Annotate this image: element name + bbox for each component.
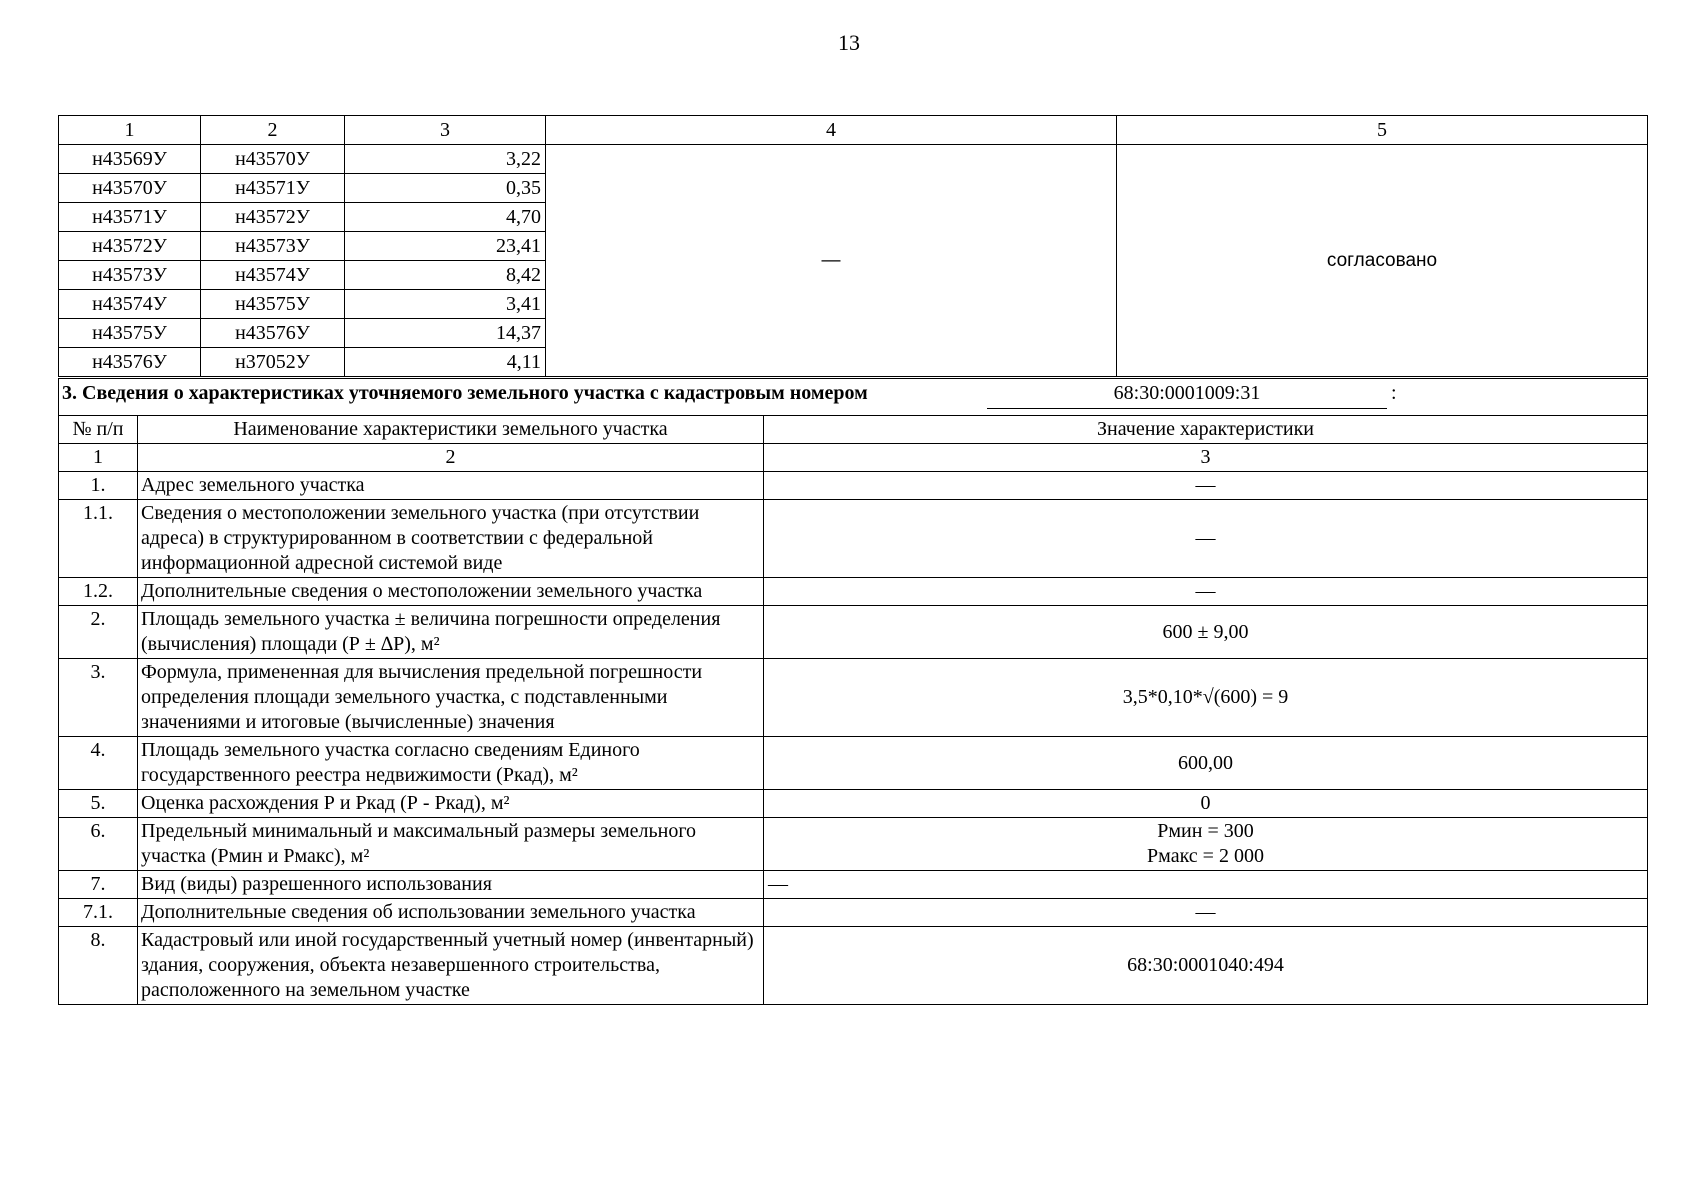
table-row [59, 578, 1648, 606]
characteristic-name: Предельный минимальный и максимальный размеры земельного участка (Рмин и Рмакс), м² [138, 818, 764, 871]
row-number: 7.1. [59, 899, 138, 927]
point-from: н43576У [59, 348, 201, 377]
characteristic-name: Площадь земельного участка согласно сведениям Единого государственного реестра недвижимости (Ркад), м² [138, 737, 764, 790]
characteristic-value: 600,00 [764, 737, 1648, 790]
point-from: н43575У [59, 319, 201, 348]
point-to: н43575У [201, 290, 345, 319]
characteristic-value: 600 ± 9,00 [764, 606, 1648, 659]
characteristic-name: Кадастровый или иной государственный учетный номер (инвентарный) здания, сооружения, объекта незавершенного строительства, расположенного на земельном участке [138, 927, 764, 1005]
table-row [59, 899, 1648, 927]
column-4-value: — [546, 145, 1117, 377]
section-title: 3. Сведения о характеристиках уточняемого земельного участка с кадастровым номером [62, 382, 868, 404]
point-to: н43576У [201, 319, 345, 348]
characteristics-header-row [59, 416, 1648, 444]
max-size-value: Рмакс = 2 000 [1147, 845, 1264, 867]
boundary-header-1: 1 [59, 116, 201, 145]
boundary-header-5: 5 [1117, 116, 1648, 145]
table-row [59, 927, 1648, 1005]
distance: 23,41 [345, 232, 546, 261]
min-size-value: Рмин = 300 [1157, 820, 1254, 842]
characteristic-value: 68:30:0001040:494 [764, 927, 1648, 1005]
header-number-2: 2 [138, 444, 764, 472]
section-title-cell [59, 379, 1648, 416]
characteristic-value-cell [764, 818, 1648, 871]
distance: 4,11 [345, 348, 546, 377]
point-from: н43574У [59, 290, 201, 319]
characteristic-name: Площадь земельного участка ± величина погрешности определения (вычисления) площади (Р ± ∆Р), м² [138, 606, 764, 659]
row-number: 1. [59, 472, 138, 500]
characteristic-name: Дополнительные сведения об использовании земельного участка [138, 899, 764, 927]
row-number: 1.2. [59, 578, 138, 606]
section-title-row [59, 379, 1648, 416]
row-number: 8. [59, 927, 138, 1005]
characteristic-name: Формула, примененная для вычисления предельной погрешности определения площади земельного участка, с подставленными значениями и итоговые (вычисленные) значения [138, 659, 764, 737]
characteristic-name: Дополнительные сведения о местоположении земельного участка [138, 578, 764, 606]
characteristic-name: Адрес земельного участка [138, 472, 764, 500]
row-number: 3. [59, 659, 138, 737]
boundary-header-row [59, 116, 1648, 145]
characteristic-value: — [764, 472, 1648, 500]
table-row [59, 871, 1648, 899]
table-row [59, 606, 1648, 659]
characteristic-value: — [764, 500, 1648, 578]
header-number-1: 1 [59, 444, 138, 472]
characteristics-table [58, 378, 1648, 1005]
distance: 0,35 [345, 174, 546, 203]
table-row [59, 145, 1648, 174]
distance: 4,70 [345, 203, 546, 232]
header-value: Значение характеристики [764, 416, 1648, 444]
point-from: н43572У [59, 232, 201, 261]
row-number: 5. [59, 790, 138, 818]
point-from: н43569У [59, 145, 201, 174]
table-row [59, 790, 1648, 818]
characteristic-value: — [764, 871, 1648, 899]
point-to: н43571У [201, 174, 345, 203]
characteristics-header-numbers-row [59, 444, 1648, 472]
row-number: 4. [59, 737, 138, 790]
table-row [59, 659, 1648, 737]
distance: 14,37 [345, 319, 546, 348]
row-number: 2. [59, 606, 138, 659]
distance: 3,41 [345, 290, 546, 319]
point-to: н43573У [201, 232, 345, 261]
point-to: н37052У [201, 348, 345, 377]
title-colon: : [1391, 382, 1397, 404]
cadastral-number: 68:30:0001009:31 [987, 381, 1387, 409]
table-row [59, 500, 1648, 578]
characteristic-name: Вид (виды) разрешенного использования [138, 871, 764, 899]
distance: 8,42 [345, 261, 546, 290]
row-number: 7. [59, 871, 138, 899]
characteristic-value: — [764, 899, 1648, 927]
boundary-header-3: 3 [345, 116, 546, 145]
approval-status: согласовано [1117, 145, 1648, 377]
characteristic-value: 0 [764, 790, 1648, 818]
table-row [59, 737, 1648, 790]
row-number: 1.1. [59, 500, 138, 578]
boundary-header-2: 2 [201, 116, 345, 145]
row-number: 6. [59, 818, 138, 871]
characteristic-value: — [764, 578, 1648, 606]
characteristic-name: Оценка расхождения Р и Ркад (Р - Ркад), м² [138, 790, 764, 818]
table-row [59, 472, 1648, 500]
boundary-header-4: 4 [546, 116, 1117, 145]
point-from: н43571У [59, 203, 201, 232]
point-to: н43570У [201, 145, 345, 174]
distance: 3,22 [345, 145, 546, 174]
point-from: н43570У [59, 174, 201, 203]
header-number-3: 3 [764, 444, 1648, 472]
header-name: Наименование характеристики земельного участка [138, 416, 764, 444]
point-to: н43574У [201, 261, 345, 290]
table-row [59, 818, 1648, 871]
page-number: 13 [838, 30, 860, 55]
boundary-table [58, 115, 1648, 377]
header-num: № п/п [59, 416, 138, 444]
characteristic-value: 3,5*0,10*√(600) = 9 [764, 659, 1648, 737]
characteristic-name: Сведения о местоположении земельного участка (при отсутствии адреса) в структурированном в соответствии с федеральной информационной адресной системой виде [138, 500, 764, 578]
point-from: н43573У [59, 261, 201, 290]
point-to: н43572У [201, 203, 345, 232]
